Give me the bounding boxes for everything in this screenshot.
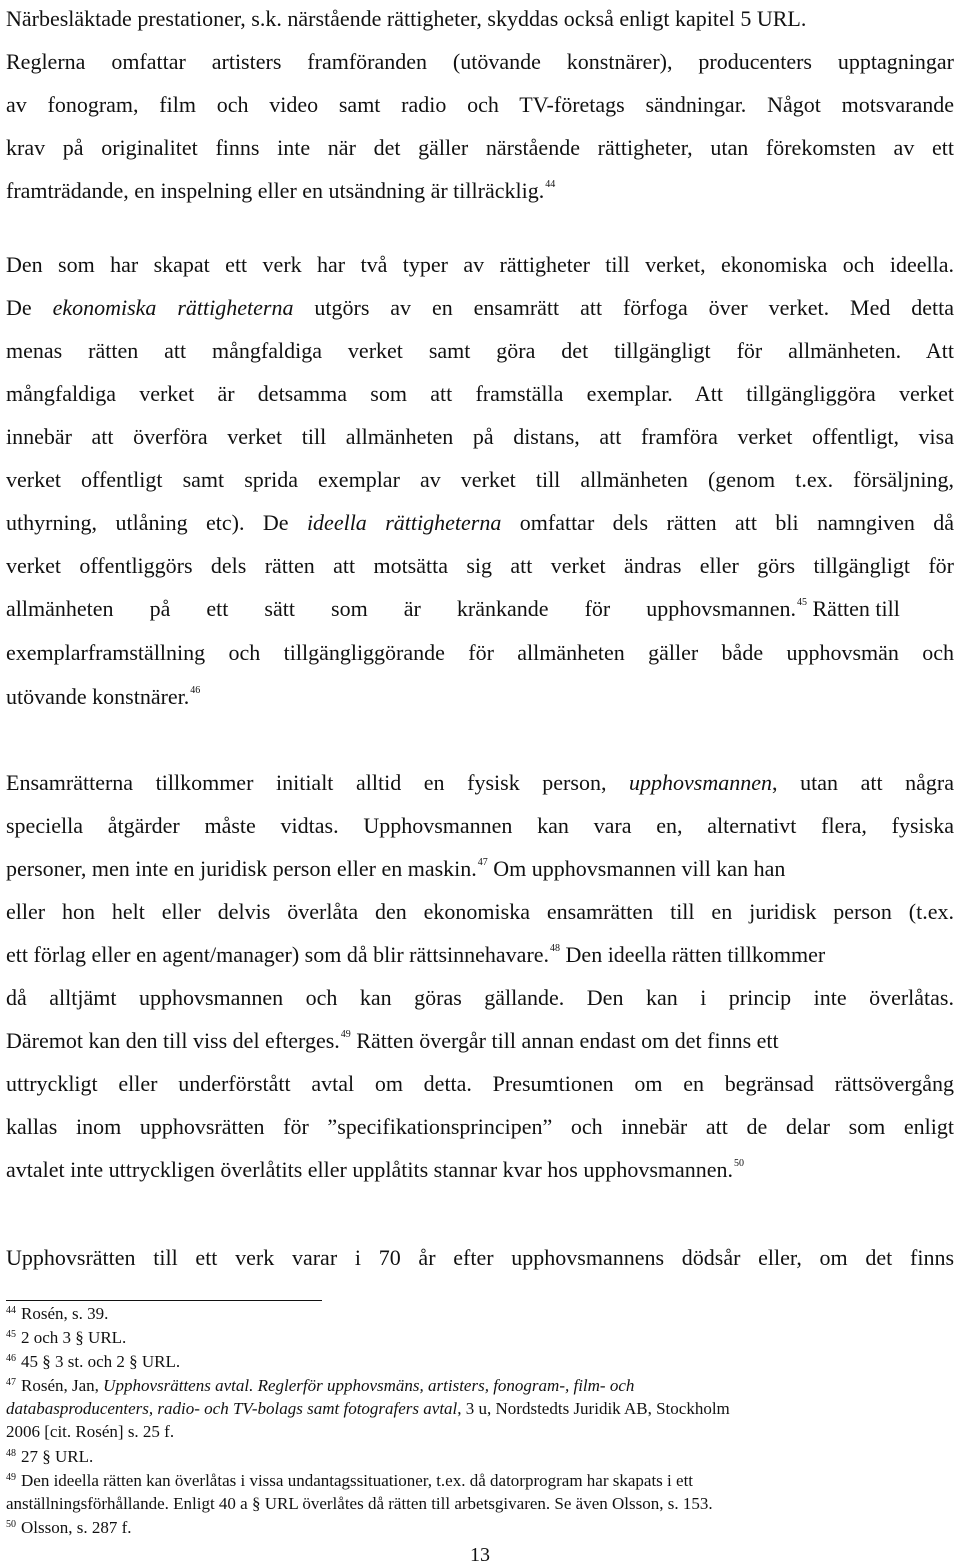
- p1-line-1: [6, 4, 954, 34]
- footnote-number: 50: [6, 1519, 16, 1530]
- text: Däremot kan den till viss del efterges.: [6, 1028, 340, 1053]
- footnote-ref-46: 46: [190, 685, 201, 696]
- text: menas rätten att mångfaldiga verket samt göra det tillgängligt för allmänheten. Att: [6, 338, 954, 363]
- p3-line-10: [6, 1155, 954, 1185]
- p3-line-7: [6, 1026, 954, 1056]
- p2-line-2: [6, 293, 954, 323]
- emphasis-upphovsmannen: upphovsmannen: [629, 770, 773, 795]
- footnote-title: Upphovsrättens avtal. Reglerför upphovsmäns, artisters, fonogram-, film- och: [103, 1376, 635, 1395]
- text: allmänheten på ett sätt som är kränkande för upphovsmannen.: [6, 596, 796, 621]
- footnote-ref-49: 49: [340, 1029, 351, 1040]
- footnote-text: Rosén, s. 39.: [21, 1304, 109, 1323]
- text: ett förlag eller en agent/manager) som då blir rättsinnehavare.: [6, 942, 550, 967]
- footnote-47-line-2: [6, 1398, 954, 1420]
- p1-line-3: [6, 90, 954, 120]
- text: utgörs av en ensamrätt att förfoga över verket. Med detta: [314, 295, 954, 320]
- p3-line-6: [6, 983, 954, 1013]
- footnote-number: 45: [6, 1329, 16, 1340]
- text: krav på originalitet finns inte när det gäller närstående rättigheter, utan förekomsten av ett: [6, 135, 954, 160]
- page-number: 13: [470, 1544, 490, 1566]
- text: speciella åtgärder måste vidtas. Upphovsmannen kan vara en, alternativt flera, fysiska: [6, 813, 954, 838]
- p2-line-9: [6, 594, 918, 624]
- emphasis-ekonomiska: ekonomiska rättigheterna: [52, 295, 294, 320]
- text: mångfaldiga verket är detsamma som att framställa exemplar. Att tillgängliggöra verket: [6, 381, 954, 406]
- text: Närbesläktade prestationer, s.k. närstående rättigheter, skyddas också enligt kapitel 5 URL.: [6, 6, 807, 31]
- footnote-text: Rosén, Jan,: [21, 1376, 99, 1395]
- p2-line-1: [6, 250, 954, 280]
- footnote-title: databasproducenters, radio- och TV-bolags samt fotografers avtal: [6, 1399, 458, 1418]
- footnote-number: 48: [6, 1448, 16, 1459]
- footnote-48: [6, 1446, 954, 1468]
- text: avtalet inte uttryckligen överlåtits eller upplåtits stannar kvar hos upphovsmannen.: [6, 1157, 734, 1182]
- footnote-44: [6, 1303, 954, 1325]
- p2-line-3: [6, 336, 954, 366]
- footnote-separator: [6, 1300, 322, 1301]
- text: eller hon helt eller delvis överlåta den ekonomiska ensamrätten till en juridisk person (t.ex.: [6, 899, 954, 924]
- p4-line-1: [6, 1243, 954, 1273]
- p3-line-8: [6, 1069, 954, 1099]
- footnote-ref-48: 48: [550, 943, 561, 954]
- p2-line-5: [6, 422, 954, 452]
- p1-line-5: [6, 176, 954, 206]
- footnote-text: 27 § URL.: [21, 1447, 94, 1466]
- footnote-text: Olsson, s. 287 f.: [21, 1518, 132, 1537]
- footnote-text: 45 § 3 st. och 2 § URL.: [21, 1352, 181, 1371]
- text: personer, men inte en juridisk person eller en maskin.: [6, 856, 477, 881]
- p3-line-9: [6, 1112, 954, 1142]
- text: Reglerna omfattar artisters framföranden (utövande konstnärer), producenters upptagningar: [6, 49, 954, 74]
- footnote-45: [6, 1327, 954, 1349]
- footnote-number: 47: [6, 1377, 16, 1388]
- footnote-50: [6, 1517, 954, 1539]
- footnote-text: anställningsförhållande. Enligt 40 a § URL överlåtes då rätten till arbetsgivaren. Se även Olsson, s. 153.: [6, 1494, 713, 1513]
- p3-line-4: [6, 897, 954, 927]
- p2-line-11: [6, 682, 954, 712]
- footnote-number: 44: [6, 1305, 16, 1316]
- p1-line-4: [6, 133, 954, 163]
- p3-line-2: [6, 811, 954, 841]
- p3-line-3: [6, 854, 954, 884]
- footnote-49-line-1: [6, 1470, 954, 1492]
- footnote-text: Den ideella rätten kan överlåtas i vissa undantagssituationer, t.ex. då datorprogram har skapats i ett: [21, 1471, 694, 1490]
- footnote-ref-44: 44: [545, 179, 556, 190]
- text: Rätten till: [812, 596, 900, 621]
- footnote-ref-47: 47: [477, 857, 488, 868]
- footnote-ref-50: 50: [734, 1158, 745, 1169]
- footnote-47-line-1: [6, 1375, 954, 1397]
- footnote-47-line-3: [6, 1421, 954, 1443]
- footnote-number: 46: [6, 1353, 16, 1364]
- text: Den ideella rätten tillkommer: [565, 942, 826, 967]
- footnote-text: , 3 u, Nordstedts Juridik AB, Stockholm: [457, 1399, 730, 1418]
- footnote-text: 2006 [cit. Rosén] s. 25 f.: [6, 1422, 175, 1441]
- text: av fonogram, film och video samt radio och TV-företags sändningar. Något motsvarande: [6, 92, 954, 117]
- text-justified: [6, 594, 796, 624]
- text: , utan att några: [772, 770, 954, 795]
- text: verket offentligt samt sprida exemplar av verket till allmänheten (genom t.ex. försäljning,: [6, 467, 954, 492]
- p2-line-8: [6, 551, 954, 581]
- p2-line-6: [6, 465, 954, 495]
- p3-line-5: [6, 940, 954, 970]
- text: kallas inom upphovsrätten för ”specifikationsprincipen” och innebär att de delar som enligt: [6, 1114, 954, 1139]
- p1-line-2: [6, 47, 954, 77]
- text: Den som har skapat ett verk har två typer av rättigheter till verket, ekonomiska och ideella.: [6, 252, 954, 277]
- text: omfattar dels rätten att bli namngiven då: [519, 510, 954, 535]
- footnote-ref-45: 45: [797, 597, 807, 608]
- p2-line-7: [6, 508, 954, 538]
- text: verket offentliggörs dels rätten att motsätta sig att verket ändras eller görs tillgängligt för: [6, 553, 954, 578]
- p2-line-10: [6, 638, 954, 668]
- text: Ensamrätterna tillkommer initialt alltid en fysisk person,: [6, 770, 607, 795]
- footnote-text: 2 och 3 § URL.: [21, 1328, 127, 1347]
- footnote-number: 49: [6, 1472, 16, 1483]
- text: framträdande, en inspelning eller en utsändning är tillräcklig.: [6, 178, 545, 203]
- footnote-49-line-2: [6, 1493, 954, 1515]
- p3-line-1: [6, 768, 954, 798]
- text: exemplarframställning och tillgängliggörande för allmänheten gäller både upphovsmän och: [6, 640, 954, 665]
- footnote-46: [6, 1351, 954, 1373]
- text: utövande konstnärer.: [6, 684, 190, 709]
- emphasis-ideella: ideella rättigheterna: [306, 510, 502, 535]
- text: uthyrning, utlåning etc). De: [6, 510, 289, 535]
- text: uttryckligt eller underförstått avtal om detta. Presumtionen om en begränsad rättsövergång: [6, 1071, 954, 1096]
- p2-line-4: [6, 379, 954, 409]
- text: Rätten övergår till annan endast om det finns ett: [356, 1028, 779, 1053]
- text: Om upphovsmannen vill kan han: [493, 856, 786, 881]
- text: Upphovsrätten till ett verk varar i 70 år efter upphovsmannens dödsår eller, om det finns: [6, 1245, 954, 1270]
- text: De: [6, 295, 32, 320]
- text: då alltjämt upphovsmannen och kan göras gällande. Den kan i princip inte överlåtas.: [6, 985, 954, 1010]
- text: innebär att överföra verket till allmänheten på distans, att framföra verket offentligt, visa: [6, 424, 954, 449]
